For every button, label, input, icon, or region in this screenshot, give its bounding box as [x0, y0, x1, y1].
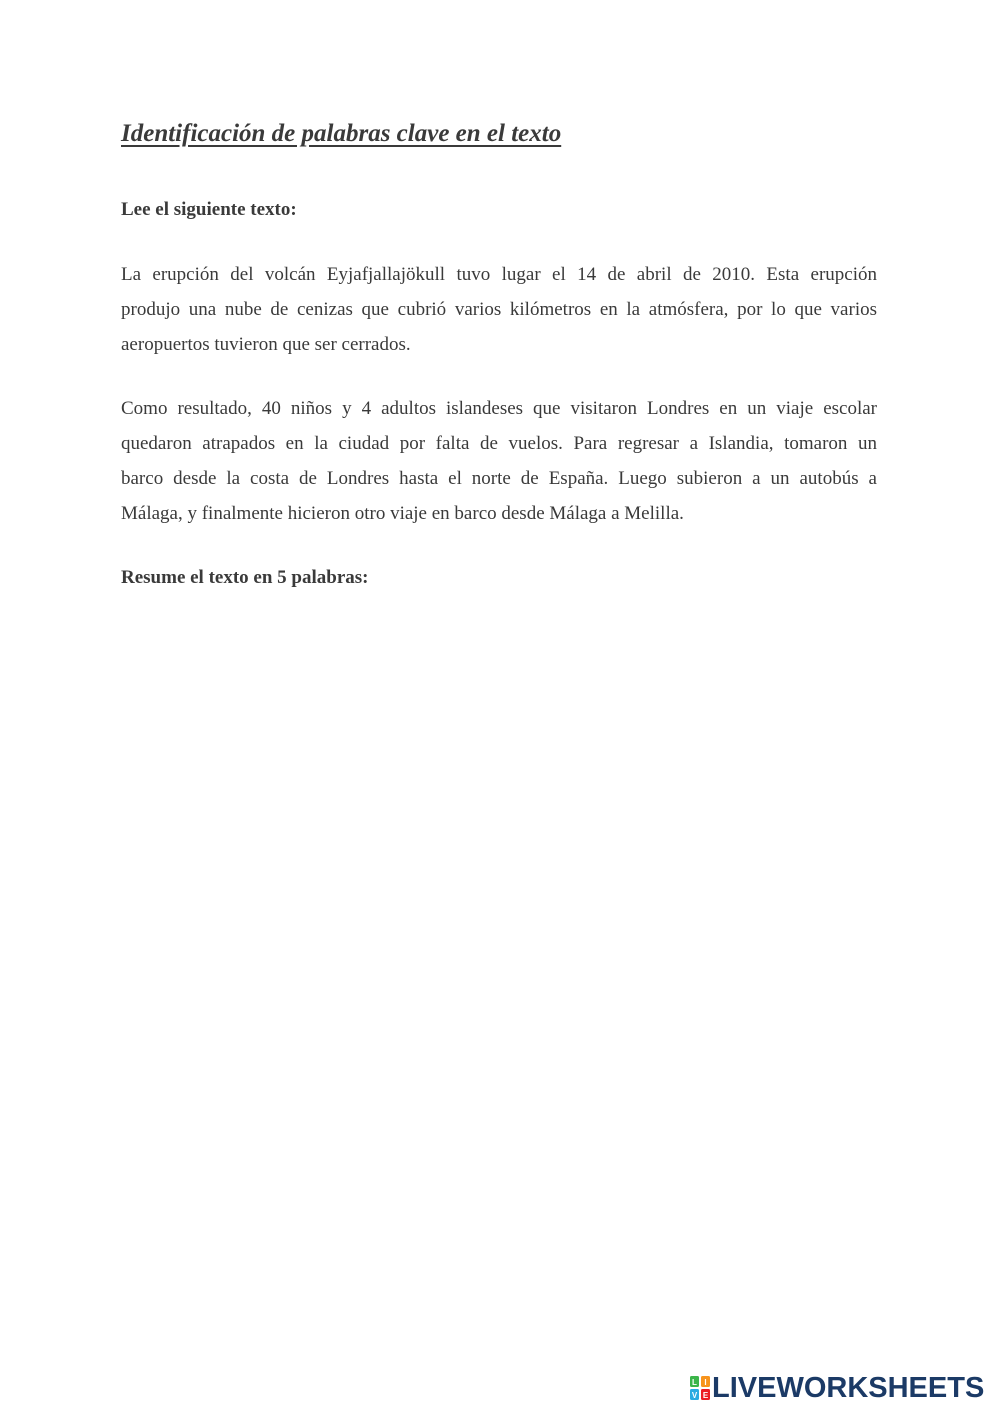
paragraph-2-line: barco desde la costa de Londres hasta el norte de España. Luego subieron a un autobús a [121, 468, 877, 489]
paragraph-1-line: aeropuertos tuvieron que ser cerrados. [121, 334, 411, 355]
paragraph-1 [121, 257, 877, 362]
liveworksheets-logo-text: LIVEWORKSHEETS [712, 1372, 985, 1404]
worksheet-title: Identificación de palabras clave en el texto [121, 120, 562, 147]
instruction-read: Lee el siguiente texto: [121, 199, 297, 220]
svg-text:V: V [691, 1391, 698, 1400]
paragraph-1-line: La erupción del volcán Eyjafjallajökull tuvo lugar el 14 de abril de 2010. Esta erupción [121, 264, 877, 285]
liveworksheets-logo [690, 1374, 984, 1402]
paragraph-2-line: Como resultado, 40 niños y 4 adultos islandeses que visitaron Londres en un viaje escolar [121, 398, 877, 419]
paragraph-2-line: Málaga, y finalmente hicieron otro viaje en barco desde Málaga a Melilla. [121, 503, 684, 524]
paragraph-1-line: produjo una nube de cenizas que cubrió varios kilómetros en la atmósfera, por lo que varios [121, 299, 877, 320]
instruction-summary: Resume el texto en 5 palabras: [121, 567, 369, 588]
paragraph-2-line: quedaron atrapados en la ciudad por falta de vuelos. Para regresar a Islandia, tomaron un [121, 433, 877, 454]
paragraph-2 [121, 391, 877, 531]
svg-text:E: E [702, 1391, 709, 1400]
svg-text:L: L [692, 1378, 697, 1387]
svg-text:I: I [704, 1378, 707, 1387]
liveworksheets-logo-icon [690, 1376, 710, 1400]
